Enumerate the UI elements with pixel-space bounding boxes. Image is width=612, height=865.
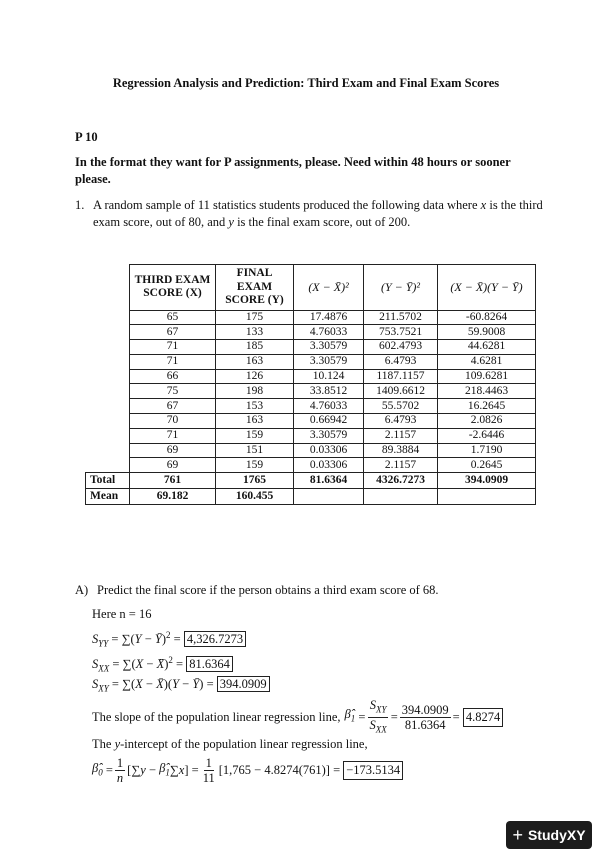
table-cell: 602.4793 xyxy=(364,340,438,355)
table-cell: 4.6281 xyxy=(438,354,536,369)
intercept-line: $\betâ_0$ = $\frac{1}{n}$ [∑ y − $\betâ_1$ ∑ x ] = $\frac{1}{11}$ [ 1,765 − 4.8274(761) ] = −173.5134 xyxy=(92,756,403,785)
instructions: In the format they want for P assignments, please. Need within 48 hours or sooner please. xyxy=(75,155,511,186)
row-spacer xyxy=(86,384,130,399)
header-x-dev-sq: (X − X̄)² xyxy=(294,265,364,311)
table-cell: 153 xyxy=(216,399,294,414)
table-cell: 55.5702 xyxy=(364,399,438,414)
row-spacer xyxy=(86,325,130,340)
table-cell: 394.0909 xyxy=(438,473,536,489)
table-cell: 0.2645 xyxy=(438,458,536,473)
header-third-exam: THIRD EXAM SCORE (X) xyxy=(130,265,216,311)
header-xy-dev: (X − X̄)(Y − Ȳ) xyxy=(438,265,536,311)
sxx-value: 81.6364 xyxy=(186,656,233,672)
row-spacer xyxy=(86,443,130,458)
table-cell: 133 xyxy=(216,325,294,340)
table-cell: 81.6364 xyxy=(294,473,364,489)
table-cell: 75 xyxy=(130,384,216,399)
row-spacer xyxy=(86,310,130,325)
table-row xyxy=(86,369,536,384)
part-a-label: A) xyxy=(75,583,89,597)
intercept-text xyxy=(92,736,368,753)
table-cell: 0.66942 xyxy=(294,414,364,429)
question-text-part: A random sample of 11 statistics students produced the following data where xyxy=(93,198,481,212)
question-var-x: x xyxy=(480,198,487,212)
table-cell: 2.1157 xyxy=(364,458,438,473)
table-cell: 159 xyxy=(216,428,294,443)
table-cell: 2.1157 xyxy=(364,428,438,443)
table-row xyxy=(86,325,536,340)
table-cell: 71 xyxy=(130,354,216,369)
table-cell: 109.6281 xyxy=(438,369,536,384)
row-spacer xyxy=(86,458,130,473)
table-cell: 71 xyxy=(130,340,216,355)
row-spacer xyxy=(86,354,130,369)
syy-value: 4,326.7273 xyxy=(184,631,246,647)
table-cell: 211.5702 xyxy=(364,310,438,325)
table-cell: 160.455 xyxy=(216,489,294,505)
slope-denominator: 81.6364 xyxy=(404,717,446,732)
question-text-part: is the third exam score, out of 80, and xyxy=(93,198,543,229)
table-cell: 761 xyxy=(130,473,216,489)
intercept-var-y: y xyxy=(114,737,121,751)
row-spacer xyxy=(86,399,130,414)
table-row xyxy=(86,354,536,369)
table-cell: 4.76033 xyxy=(294,399,364,414)
slope-line: The slope of the population linear regression line, $\betâ_1$ = $\frac{S_{XY}}{S_{XX}}$ = $\frac{394.0909}{81.6364}$ = 4.8274 xyxy=(92,698,503,736)
slope-numerator: 394.0909 xyxy=(401,702,449,717)
header-final-exam: FINAL EXAM SCORE (Y) xyxy=(216,265,294,311)
sxy-line: $S_{XY} = \sum(X$ − X̄)(Y − Ȳ) = 394.0909 xyxy=(92,676,270,698)
sxx-line: $S_{XX} = \sum(X$ − X̄)$^2$ = 81.6364 xyxy=(92,652,233,678)
table-cell: 1765 xyxy=(216,473,294,489)
sxy-value: 394.0909 xyxy=(217,676,270,692)
row-spacer xyxy=(86,428,130,443)
table-cell xyxy=(294,489,364,505)
question-text-part: is the final exam score, out of 200. xyxy=(233,215,411,229)
intercept-text-part: -intercept of the population linear regression line, xyxy=(120,737,368,751)
page-title: Regression Analysis and Prediction: Third Exam and Final Exam Scores xyxy=(112,76,500,90)
table-cell: 69.182 xyxy=(130,489,216,505)
question-var-y: y xyxy=(228,215,234,229)
n-line: Here n = 16 xyxy=(92,607,152,621)
table-cell: 2.0826 xyxy=(438,414,536,429)
table-cell: 198 xyxy=(216,384,294,399)
table-cell: 3.30579 xyxy=(294,354,364,369)
slope-result: 4.8274 xyxy=(463,708,503,727)
table-cell: 4.76033 xyxy=(294,325,364,340)
table-cell: Total xyxy=(86,473,130,489)
row-spacer xyxy=(86,414,130,429)
table-row xyxy=(86,340,536,355)
part-a-text: Predict the final score if the person obtains a third exam score of 68. xyxy=(97,583,439,597)
syy-line: $S_{YY} = \sum(Y$ − Ȳ)$^2$ = 4,326.7273 xyxy=(92,627,246,653)
table-row xyxy=(86,473,536,489)
intercept-result: −173.5134 xyxy=(343,761,403,780)
table-cell: Mean xyxy=(86,489,130,505)
table-cell: 16.2645 xyxy=(438,399,536,414)
table-cell xyxy=(438,489,536,505)
table-cell: 89.3884 xyxy=(364,443,438,458)
table-cell: 17.4876 xyxy=(294,310,364,325)
table-cell: 69 xyxy=(130,443,216,458)
problem-number: P 10 xyxy=(75,130,98,144)
table-cell: 67 xyxy=(130,325,216,340)
studyxy-logo[interactable] xyxy=(506,821,592,849)
table-header-row xyxy=(86,265,536,311)
plus-icon: + xyxy=(512,825,523,845)
table-row xyxy=(86,399,536,414)
table-cell: 126 xyxy=(216,369,294,384)
table-cell: 753.7521 xyxy=(364,325,438,340)
table-cell xyxy=(364,489,438,505)
table-row xyxy=(86,443,536,458)
header-y-dev-sq: (Y − Ȳ)² xyxy=(364,265,438,311)
table-cell: 175 xyxy=(216,310,294,325)
table-cell: 65 xyxy=(130,310,216,325)
part-a-question xyxy=(75,583,439,598)
table-cell: 1187.1157 xyxy=(364,369,438,384)
slope-text: The slope of the population linear regression line, xyxy=(92,709,341,724)
table-cell: 6.4793 xyxy=(364,354,438,369)
data-table xyxy=(85,264,536,505)
table-corner xyxy=(86,265,130,311)
table-cell: 33.8512 xyxy=(294,384,364,399)
table-cell: 1.7190 xyxy=(438,443,536,458)
logo-text: StudyXY xyxy=(527,827,586,843)
table-cell: 185 xyxy=(216,340,294,355)
row-spacer xyxy=(86,340,130,355)
table-cell: 69 xyxy=(130,458,216,473)
table-cell: 163 xyxy=(216,354,294,369)
table-row xyxy=(86,489,536,505)
table-cell: 6.4793 xyxy=(364,414,438,429)
question-text xyxy=(93,197,545,231)
table-row xyxy=(86,428,536,443)
table-row xyxy=(86,384,536,399)
table-cell: 66 xyxy=(130,369,216,384)
table-body xyxy=(86,310,536,505)
table-cell: 70 xyxy=(130,414,216,429)
intercept-expression: 1,765 − 4.8274(761) xyxy=(222,763,326,777)
table-cell: 0.03306 xyxy=(294,443,364,458)
table-cell: -60.8264 xyxy=(438,310,536,325)
table-cell: 67 xyxy=(130,399,216,414)
table-cell: 0.03306 xyxy=(294,458,364,473)
table-cell: 44.6281 xyxy=(438,340,536,355)
question-1 xyxy=(75,197,545,231)
table-row xyxy=(86,414,536,429)
table-cell: 159 xyxy=(216,458,294,473)
table-row xyxy=(86,458,536,473)
table-cell: 3.30579 xyxy=(294,340,364,355)
table-cell: 59.9008 xyxy=(438,325,536,340)
table-cell: 163 xyxy=(216,414,294,429)
slope-fraction-symbolic: $\frac{S_{XY}}{S_{XX}}$ xyxy=(369,698,387,734)
question-number: 1. xyxy=(75,198,85,212)
table-row xyxy=(86,310,536,325)
table-cell: 10.124 xyxy=(294,369,364,384)
table-cell: 218.4463 xyxy=(438,384,536,399)
table-cell: -2.6446 xyxy=(438,428,536,443)
table-cell: 1409.6612 xyxy=(364,384,438,399)
table-cell: 151 xyxy=(216,443,294,458)
table-cell: 3.30579 xyxy=(294,428,364,443)
slope-fraction-numeric xyxy=(400,703,451,732)
row-spacer xyxy=(86,369,130,384)
table-cell: 71 xyxy=(130,428,216,443)
intercept-text-part: The xyxy=(92,737,115,751)
table-cell: 4326.7273 xyxy=(364,473,438,489)
